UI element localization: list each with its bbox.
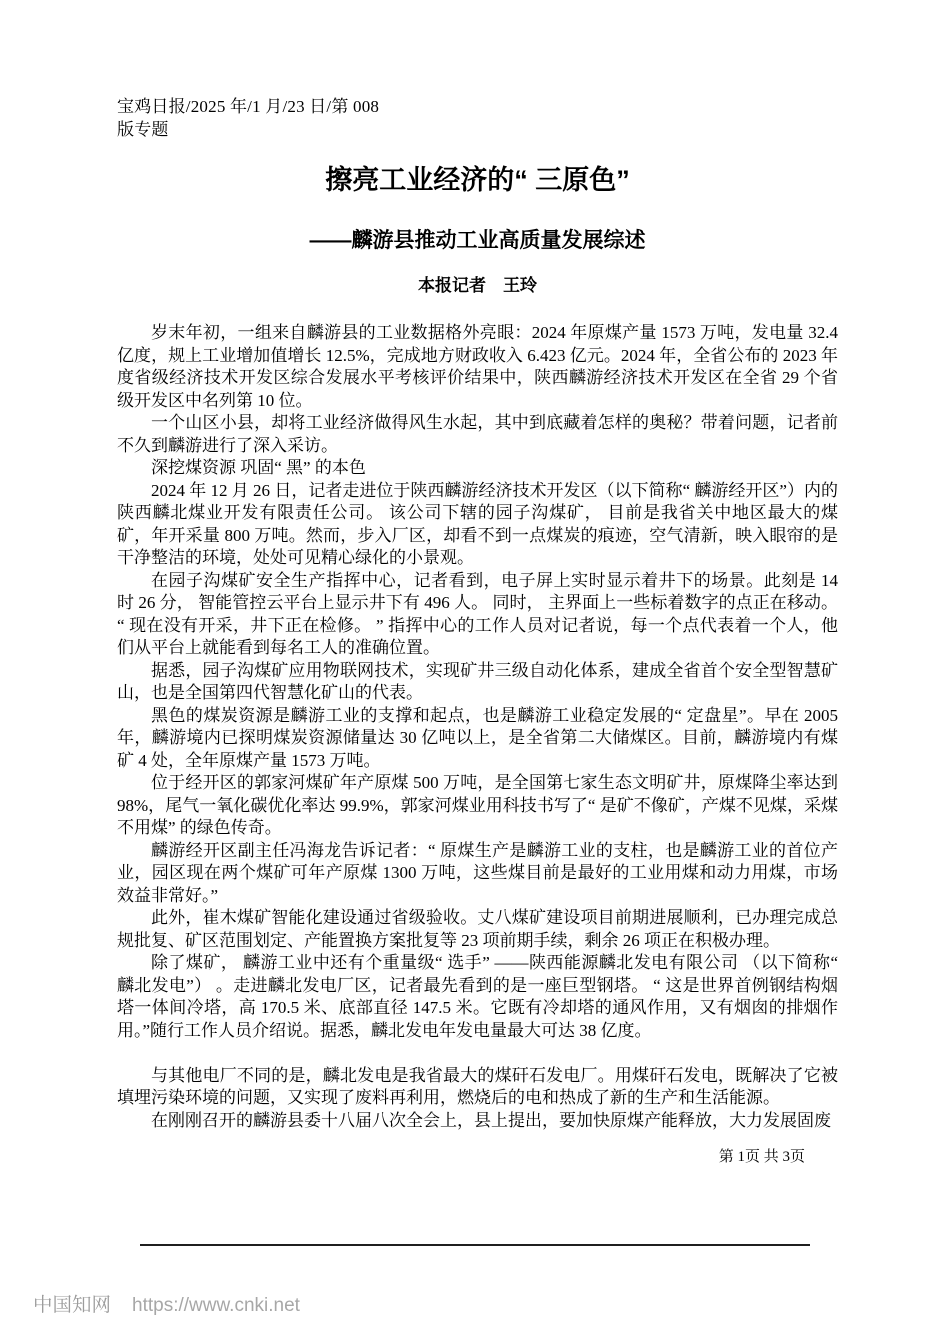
paragraph: 岁末年初，一组来自麟游县的工业数据格外亮眼：2024 年原煤产量 1573 万吨，发电量 32.4 亿度，规上工业增加值增长 12.5%，完成地方财政收入 6.423 亿元。2024 年，全省公布的 2023 年度省级经济技术开发区综合发展水平考核评价结果中，陕西麟游经济技术开发区在全省 29 个省级开发区中名列第 10 位。 xyxy=(117,323,838,410)
paragraph: 除了煤矿， 麟游工业中还有个重量级“ 选手” ——陕西能源麟北发电有限公司 （以下简称“ 麟北发电”） 。走进麟北发电厂区，记者最先看到的是一座巨型钢塔。 “ 这是世界首例钢结构烟塔一体间冷塔，高 170.5 米、底部直径 147.5 米。它既有冷却塔的通风作用，又有烟囱的排烟作用。”随行工作人员介绍说。据悉，麟北发电年发电量最大可达 38 亿度。 xyxy=(117,953,838,1040)
cnki-url-link[interactable]: https://www.cnki.net xyxy=(132,1295,300,1316)
paragraph: 此外，崔木煤矿智能化建设通过省级验收。丈八煤矿建设项目前期进展顺利，已办理完成总规批复、矿区范围划定、产能置换方案批复等 23 项前期手续，剩余 26 项正在积极办理。 xyxy=(117,908,838,950)
paragraph: 位于经开区的郭家河煤矿年产原煤 500 万吨，是全国第七家生态文明矿井，原煤降尘率达到 98%，尾气一氧化碳优化率达 99.9%，郭家河煤业用科技书写了“ 是矿不像矿，产煤不见煤，采煤不用煤” 的绿色传奇。 xyxy=(117,773,838,837)
article-byline: 本报记者 王玲 xyxy=(418,276,537,295)
paragraph: 在园子沟煤矿安全生产指挥中心，记者看到，电子屏上实时显示着井下的场景。此刻是 14 时 26 分， 智能管控云平台上显示井下有 496 人。 同时， 主界面上一些标着数字的点正在移动。“ 现在没有开采，井下正在检修。 ” 指挥中心的工作人员对记者说，每一个点代表着一个人，他们从平台上就能看到每名工人的准确位置。 xyxy=(117,570,838,657)
cnki-logo-text: 中国知网 xyxy=(33,1294,112,1316)
cnki-watermark-footer xyxy=(33,1289,300,1317)
article-subtitle: ——麟游县推动工业高质量发展综述 xyxy=(309,229,646,252)
article-body xyxy=(117,322,838,1132)
section-heading: 深挖煤资源 巩固“ 黑” 的本色 xyxy=(151,458,366,477)
paragraph: 黑色的煤炭资源是麟游工业的支撑和起点，也是麟游工业稳定发展的“ 定盘星”。早在 2005 年，麟游境内已探明煤炭资源储量达 30 亿吨以上，是全省第二大储煤区。目前，麟游境内有煤矿 4 处，全年原煤产量 1573 万吨。 xyxy=(117,705,838,770)
paragraph: 麟游经开区副主任冯海龙告诉记者：“ 原煤生产是麟游工业的支柱，也是麟游工业的首位产业，园区现在两个煤矿可年产原煤 1300 万吨，这些煤目前是最好的工业用煤和动力用煤，市场效益非常好。” xyxy=(117,840,838,905)
paragraph: 在刚刚召开的麟游县委十八届八次全会上，县上提出，要加快原煤产能释放，大力发展固废 xyxy=(151,1110,831,1130)
source-header xyxy=(117,95,437,141)
paragraph: 一个山区小县，却将工业经济做得风生水起，其中到底藏着怎样的奥秘？带着问题，记者前不久到麟游进行了深入采访。 xyxy=(117,413,838,455)
article-title: 擦亮工业经济的“ 三原色” xyxy=(325,165,630,195)
source-header-line1: 宝鸡日报/2025 年/1 月/23 日/第 008 xyxy=(117,97,380,116)
paragraph: 与其他电厂不同的是，麟北发电是我省最大的煤矸石发电厂。用煤矸石发电，既解决了它被填埋污染环境的问题，又实现了废料再利用，燃烧后的电和热成了新的生产和生活能源。 xyxy=(117,1065,838,1107)
paragraph: 据悉，园子沟煤矿应用物联网技术，实现矿井三级自动化体系，建成全省首个安全型智慧矿山，也是全国第四代智慧化矿山的代表。 xyxy=(117,660,838,702)
footer-divider-line xyxy=(140,1244,810,1246)
page-number: 第 1页 共 3页 xyxy=(718,1149,805,1165)
paragraph: 2024 年 12 月 26 日，记者走进位于陕西麟游经济技术开发区（以下简称“ 麟游经开区”）内的陕西麟北煤业开发有限责任公司。 该公司下辖的园子沟煤矿， 目前是我省关中地区最大的煤矿，年开采量 800 万吨。然而，步入厂区，却看不到一点煤炭的痕迹，空气清新，映入眼帘的是干净整洁的环境，处处可见精心绿化的小景观。 xyxy=(117,480,838,567)
source-header-line2: 版专题 xyxy=(117,120,169,139)
